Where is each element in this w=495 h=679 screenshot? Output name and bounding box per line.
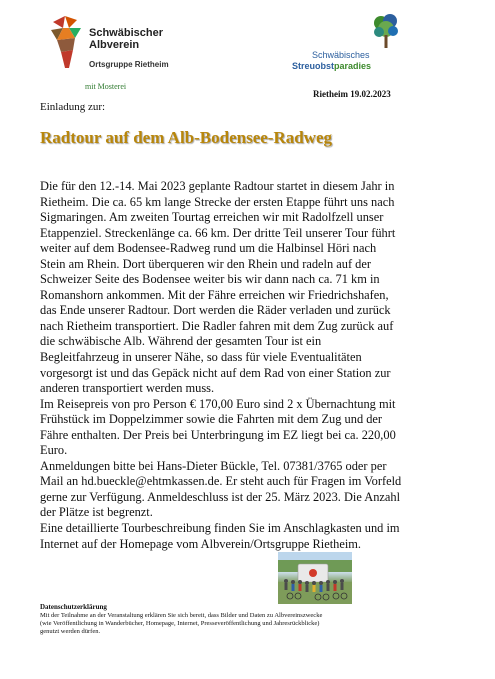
privacy-line: Mit der Teilnahme an der Veranstaltung erklären Sie sich bereit, dass Bilder und Daten zu Albvereinszwecke: [40, 612, 323, 619]
privacy-line: (wie Veröffentlichung in Wanderbücher, Homepage, Internet, Presseveröffentlichung und Jahresrückblicke): [40, 620, 320, 628]
org-group: Ortsgruppe Rietheim: [89, 60, 169, 69]
body-line: Begleitfahrzeug in unserer Nähe, so dass für viele Eventualitäten: [40, 350, 362, 365]
privacy-line: genutzt werden dürfen.: [40, 628, 101, 636]
body-line: Romanshorn ankommen. Mit der Fähre erreichen wir Friedrichshafen,: [40, 287, 389, 302]
body-line: Fähre enthalten. Der Preis bei Unterbringung im EZ liegt bei ca. 220,00: [40, 427, 396, 442]
body-line: vorgesorgt ist und das Gepäck nicht auf dem Rad von einer Station zur: [40, 365, 391, 380]
place-date: Rietheim 19.02.2023: [313, 89, 391, 99]
body-line: Rietheim. Die ca. 65 km lange Strecke der ersten Etappe führt uns nach: [40, 194, 395, 209]
org-name-line2: Albverein: [89, 39, 140, 51]
tree-icon: [372, 13, 400, 49]
body-line: die schwäbische Alb. Während der gesamten Tour ist ein: [40, 334, 322, 349]
partner-name-line2: [292, 61, 371, 71]
body-line: Stein am Rhein. Dort überqueren wir den Rhein und radeln auf der: [40, 256, 372, 271]
privacy-text: [40, 612, 460, 637]
body-line: Mail an hd.bueckle@ehtmkassen.de. Er steht auch für Fragen im Vorfeld: [40, 474, 402, 489]
invitation-label: Einladung zur:: [40, 101, 106, 113]
partner-name-line1: Schwäbisches: [312, 50, 370, 60]
body-line: Im Reisepreis von pro Person € 170,00 Euro sind 2 x Übernachtung mit: [40, 396, 396, 411]
body-line: Eine detaillierte Tourbeschreibung finden Sie im Anschlagkasten und im: [40, 521, 400, 536]
page-title: Radtour auf dem Alb-Bodensee-Radweg: [40, 128, 333, 147]
mosterei-label: mit Mosterei: [85, 82, 127, 91]
body-line: weiter auf dem Bodensee-Radweg rund um die Halbinsel Höri nach: [40, 241, 377, 256]
group-photo-image: [278, 552, 352, 604]
body-line: anderen transportiert werden muss.: [40, 381, 215, 396]
body-line: Schweizer Seite des Bodensee weiter bis wir dann nach ca. 71 km in: [40, 272, 380, 287]
albverein-logo: [49, 14, 179, 92]
body-line: Sigmaringen. Am zweiten Tourtag erreichen wir mit Radolfzell unser: [40, 210, 384, 225]
partner-name-streuobst: Streuobst: [292, 61, 335, 71]
body-line: nach Rietheim transportiert. Die Radler fahren mit dem Zug zurück auf: [40, 318, 394, 333]
group-photo: [278, 552, 352, 604]
albverein-emblem-icon: [49, 14, 85, 72]
body-line: Anmeldungen bitte bei Hans-Dieter Bückle, Tel. 07381/3765 oder per: [40, 458, 387, 473]
body-line: gerne zur Verfügung. Anmeldeschluss ist der 25. März 2023. Die Anzahl: [40, 489, 401, 504]
body-line: Internet auf der Homepage vom Albverein/Ortsgruppe Rietheim.: [40, 536, 362, 551]
org-name-line1: Schwäbischer: [89, 27, 163, 39]
body-line: Die für den 12.-14. Mai 2023 geplante Radtour startet in diesem Jahr in: [40, 179, 395, 193]
partner-name-paradies: paradies: [334, 61, 372, 71]
body-line: Etappenziel. Streckenlänge ca. 66 km. Der dritte Teil unserer Tour führt: [40, 225, 396, 240]
body-line: der Plätze ist begrenzt.: [40, 505, 153, 520]
streuobstparadies-logo: [292, 13, 402, 73]
body-line: Euro.: [40, 443, 68, 458]
body-line: Frühstück im Doppelzimmer sowie die Fahrten mit dem Zug und der: [40, 412, 383, 427]
body-line: das Ende unserer Radtour. Dort werden die Räder verladen und zurück: [40, 303, 391, 318]
body-text: [40, 179, 450, 552]
privacy-heading: Datenschutzerklärung: [40, 603, 107, 611]
